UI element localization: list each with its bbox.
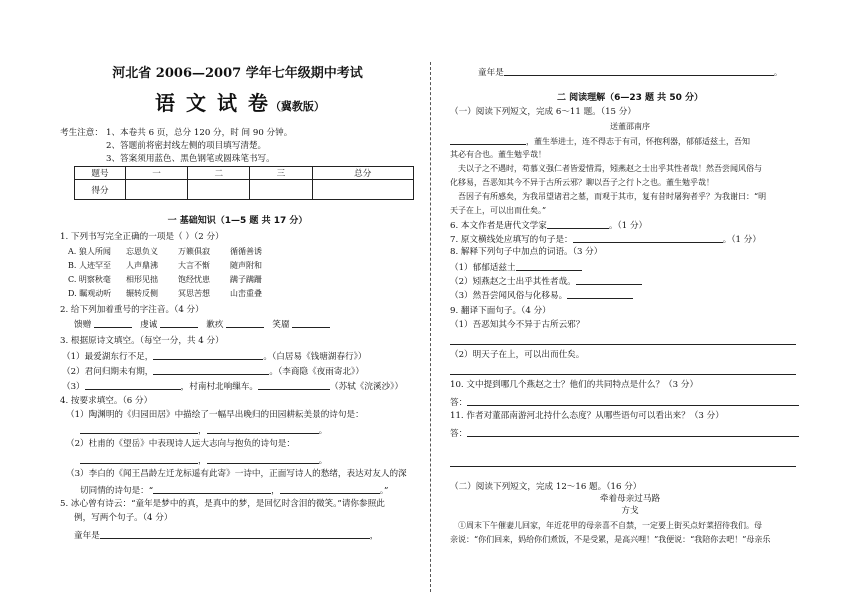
q5-text-a: 5. 冰心曾有诗云：“童年是梦中的真，是真中的梦，是回忆时含泪的微笑。”请你参照此 <box>60 499 385 509</box>
passage-blank[interactable] <box>450 135 526 145</box>
fold-divider <box>430 62 431 592</box>
q8-item-3 <box>450 289 633 302</box>
reading1-intro: （一）阅读下列短文，完成 6～11 题。（15 分） <box>450 107 636 117</box>
q2-text: 2. 给下列加着重号的字注音。（4 分） <box>60 305 204 315</box>
note-3: 3、答案须用蓝色、黑色钢笔或圆珠笔书写。 <box>106 154 275 164</box>
note-2: 2、答题前将密封线左侧的项目填写清楚。 <box>106 141 267 151</box>
word: 馈赠 <box>74 320 92 330</box>
poem-text: （2）君问归期未有期， <box>62 367 154 377</box>
edition-label: （冀教版） <box>269 100 325 113</box>
q4-3-text-a: （3）李白的《闻王昌龄左迁龙标遥有此寄》一诗中，正面写诗人的愁绪，表达对友人的深 <box>66 469 407 479</box>
score-input-cell[interactable] <box>250 180 312 200</box>
pinyin-blank[interactable] <box>160 318 198 328</box>
answer-blank[interactable] <box>207 424 319 434</box>
score-table-header-row <box>75 167 414 180</box>
passage-line-1 <box>450 135 750 147</box>
option-text: 循循善诱 <box>230 247 262 256</box>
option-text: 忘恩负义 <box>126 247 158 256</box>
punctuation: 。 <box>318 456 328 466</box>
table-cell: 题号 <box>75 167 126 180</box>
q8-text: 8. 解释下列句子中加点的词语。（3 分） <box>450 247 603 257</box>
poem-text: ，村南村北响缫车。 <box>180 382 259 392</box>
score-input-cell[interactable] <box>312 180 413 200</box>
poem-text: （3） <box>62 382 85 392</box>
word: 歉疚 <box>206 320 224 330</box>
reading2-line-2: 亲说：“你们回来，妈给你们煮饭，不是受累，是高兴哩！”我便说：“我陪你去吧！”母亲乐 <box>450 535 771 544</box>
punctuation: 。 <box>318 426 328 436</box>
section2-title: 二 阅读理解（6—23 题 共 50 分） <box>557 93 703 103</box>
q6-text: 6. 本文作者是唐代文学家 <box>450 221 547 231</box>
q7-text: 7. 原文横线处应填写的句子是： <box>450 235 573 245</box>
q5-answer-line <box>74 529 378 542</box>
q9-text: 9. 翻译下面句子。（4 分） <box>450 306 551 316</box>
answer-blank[interactable] <box>516 261 582 271</box>
q3-line-2 <box>62 365 364 378</box>
table-cell: 三 <box>250 167 312 180</box>
q1-option-a <box>68 246 288 257</box>
option-text: C. 明察秋毫 <box>68 275 111 284</box>
option-text: 大言不惭 <box>178 261 210 270</box>
score-table-score-row <box>75 180 414 200</box>
q11-text: 11. 作者对董邵南游河北持什么态度？从哪些语句可以看出来？（3 分） <box>450 411 724 421</box>
reading2-author: 方戈 <box>621 506 639 516</box>
table-cell: 一 <box>126 167 188 180</box>
q4-1-text: （1）陶渊明的《归园田居》中描绘了一幅早出晚归的田园耕耘美景的诗句是： <box>66 410 364 420</box>
answer-blank[interactable] <box>573 233 723 243</box>
q6-line <box>450 219 647 232</box>
q4-2-text: （2）杜甫的《望岳》中表现诗人远大志向与抱负的诗句是： <box>66 439 295 449</box>
q4-1-answer <box>80 424 327 437</box>
reading2-intro: （二）阅读下列短文，完成 12～16 题。（16 分） <box>450 482 642 492</box>
option-text: A. 狼人所闻 <box>68 247 111 256</box>
q4-3-line <box>80 484 388 497</box>
q4-2-answer <box>80 454 327 467</box>
q8-item-text: （3）然吾尝闻风俗与化移易。 <box>450 291 568 301</box>
q5-text-b: 例，写两个句子。（4 分） <box>74 513 173 523</box>
q5-label: 童年是 <box>478 68 504 78</box>
q5-label: 童年是 <box>74 531 100 541</box>
passage-line-5: 吾因子有所感矣，为我吊望诸君之墓，而观于其市，复有昔时屠狗者乎？为我谢曰：“明 <box>458 192 767 201</box>
word: 虔诚 <box>140 320 158 330</box>
option-text: B. 人迹罕至 <box>68 261 111 270</box>
passage-line-3: 夫以子之不遇时，苟慕义强仁者皆爱惜焉，矧燕赵之士出乎其性者哉！然吾尝闻风俗与 <box>458 164 762 173</box>
table-cell: 二 <box>188 167 250 180</box>
option-text: 辗转反侧 <box>126 289 158 298</box>
punctuation: ， <box>198 456 207 466</box>
q6-score: 。（1 分） <box>608 221 648 231</box>
pinyin-blank[interactable] <box>94 318 132 328</box>
q3-line-3 <box>62 380 403 393</box>
answer-blank[interactable] <box>258 380 330 390</box>
word: 笑靥 <box>272 320 290 330</box>
poem-text: （1）最爱湖东行不足， <box>62 352 154 362</box>
answer-blank[interactable] <box>80 454 198 464</box>
q9-1-text: （1）吾恶知其今不异于古所云邪？ <box>450 320 585 330</box>
q1-text: 1. 下列书写完全正确的一项是（ ）（2 分） <box>60 232 224 242</box>
option-text: 万籁俱寂 <box>178 247 210 256</box>
answer-line[interactable] <box>450 374 796 375</box>
pinyin-blank[interactable] <box>292 318 330 328</box>
answer-blank[interactable] <box>547 219 609 229</box>
option-text: 随声附和 <box>230 261 262 270</box>
answer-blank[interactable] <box>467 427 799 437</box>
option-text: 饱经忧患 <box>178 275 210 284</box>
q7-line <box>450 233 761 246</box>
answer-blank[interactable] <box>504 66 774 76</box>
section1-title: 一 基础知识（1—5 题 共 17 分） <box>167 216 308 226</box>
q7-score: 。（1 分） <box>722 235 761 245</box>
q2-words <box>74 318 330 331</box>
option-text: 蹒子蹒跚 <box>230 275 262 284</box>
answer-blank[interactable] <box>80 424 198 434</box>
notes-label: 考生注意： <box>60 128 103 138</box>
option-text: 相形见拙 <box>126 275 158 284</box>
passage-text: ，董生举进士，连不得志于有司，怀抱利器，郁郁适兹土，吾知 <box>526 137 750 146</box>
q10-answer <box>450 396 799 409</box>
answer-label: 答： <box>450 398 468 408</box>
poem-source: 。（白居易《钱塘湖春行》） <box>263 352 367 362</box>
option-text: D. 瞩观动听 <box>68 289 112 298</box>
answer-blank[interactable] <box>567 289 633 299</box>
q8-item-1 <box>450 261 582 274</box>
q4-text: 4. 按要求填空。（6 分） <box>60 396 153 406</box>
answer-blank[interactable] <box>153 365 269 375</box>
q5-continue-line <box>478 66 782 79</box>
note-1: 1、本卷共 6 页，总分 120 分，时 间 90 分钟。 <box>106 128 293 138</box>
exam-title: 河北省 2006—2007 学年七年级期中考试 <box>112 66 363 81</box>
option-text: 山峦重叠 <box>230 289 262 298</box>
answer-blank[interactable] <box>85 380 181 390</box>
score-input-cell[interactable] <box>188 180 250 200</box>
q3-line-1 <box>62 350 367 363</box>
q11-answer <box>450 427 799 440</box>
q9-2-text: （2）明天子在上，可以出而仕矣。 <box>450 350 585 360</box>
punctuation: ， <box>369 531 379 541</box>
option-text: 人声鼎沸 <box>126 261 158 270</box>
answer-line[interactable] <box>450 466 796 467</box>
q1-option-b <box>68 260 262 271</box>
q3-text: 3. 根据原诗文填空。（每空一分，共 4 分） <box>60 336 224 346</box>
answer-line[interactable] <box>450 344 796 345</box>
punctuation: 。 <box>773 68 783 78</box>
q8-item-2 <box>450 275 642 288</box>
table-cell: 总分 <box>312 167 413 180</box>
answer-blank[interactable] <box>100 529 370 539</box>
q4-3-text-b: 切同情的诗句是：“ <box>80 486 154 496</box>
q8-item-text: （2）矧燕赵之士出乎其性者哉。 <box>450 277 576 287</box>
paper-subtitle: 语 文 试 卷 <box>155 91 270 115</box>
answer-blank[interactable] <box>280 484 380 494</box>
punctuation: ， <box>271 486 280 496</box>
answer-label: 答： <box>450 429 468 439</box>
answer-blank[interactable] <box>576 275 642 285</box>
paper-subtitle-row <box>120 91 360 115</box>
punctuation: ， <box>198 426 207 436</box>
q1-option-c <box>68 274 262 285</box>
answer-blank[interactable] <box>153 484 271 494</box>
passage-title: 送董邵南序 <box>610 122 650 131</box>
q8-item-text: （1）郁郁适兹土 <box>450 263 516 273</box>
answer-blank[interactable] <box>207 454 319 464</box>
score-table <box>74 166 414 200</box>
option-text: 冥思苦想 <box>178 289 210 298</box>
poem-source: 。（李商隐《夜雨寄北》） <box>269 367 364 377</box>
q1-option-d <box>68 288 262 299</box>
passage-line-4: 化移易，吾恶知其今不异于古所云邪？聊以吾子之行卜之也。董生勉乎哉！ <box>450 178 714 187</box>
q10-text: 10. 文中提到哪几个燕赵之士？他们的共同特点是什么？（3 分） <box>450 380 699 390</box>
passage-line-6: 天子在上，可以出而仕矣。” <box>450 206 547 215</box>
answer-blank[interactable] <box>467 396 799 406</box>
punctuation: 。” <box>379 486 389 496</box>
reading2-line-1: ①周末下午催妻儿回家，年近花甲的母亲喜不自禁，一定要上街买点好菜招待我们。母 <box>458 521 762 530</box>
table-cell: 得分 <box>75 180 126 200</box>
poem-source: （苏轼《浣溪沙》） <box>330 382 404 392</box>
answer-blank[interactable] <box>153 350 263 360</box>
pinyin-blank[interactable] <box>226 318 264 328</box>
reading2-title: 牵着母亲过马路 <box>599 494 661 504</box>
passage-line-2: 其必有合也。董生勉乎哉！ <box>450 150 546 159</box>
score-input-cell[interactable] <box>126 180 188 200</box>
